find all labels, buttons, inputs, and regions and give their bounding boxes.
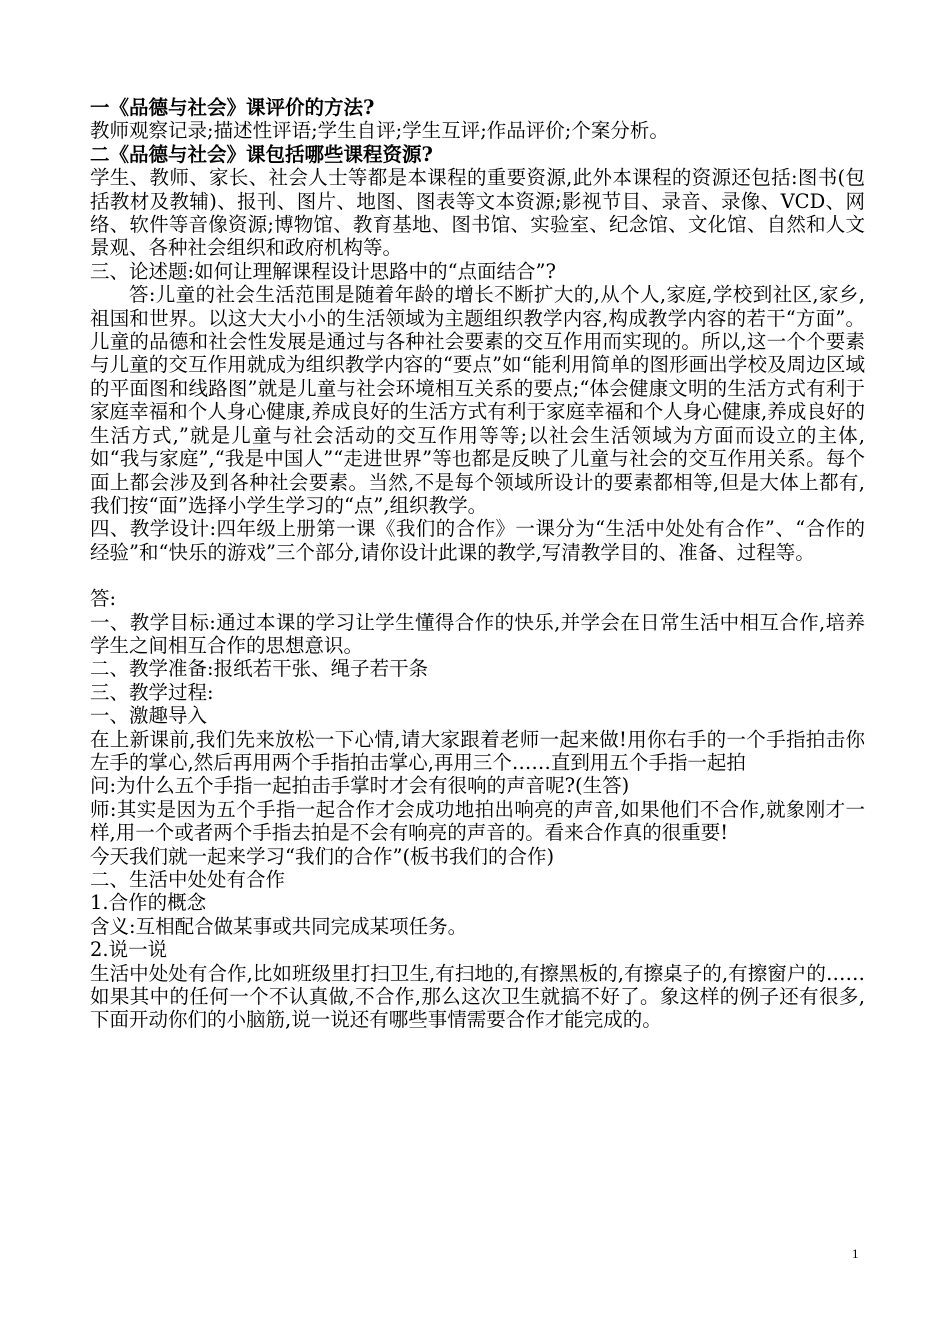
lesson-objective: 一、教学目标:通过本课的学习让学生懂得合作的快乐,并学会在日常生活中相互合作,培养学生之间相互合作的思想意识。 [90,610,865,657]
blank-line [90,564,865,587]
section-heading-3: 三、论述题:如何让理解课程设计思路中的“点面结合”? [90,259,556,283]
paragraph-evaluation-methods: 教师观察记录;描述性评语;学生自评;学生互评;作品评价;个案分析。 [90,119,669,143]
lesson-intro: 今天我们就一起来学习“我们的合作”(板书我们的合作) [90,844,555,868]
lesson-process-heading: 三、教学过程: [90,680,214,704]
paragraph-essay-answer: 答:儿童的社会生活范围是随着年龄的增长不断扩大的,从个人,家庭,学校到社区,家乡,祖国和世界。以这大大小小的生活领域为主题组织教学内容,构成教学内容的若干“方面”。儿童的品德和社会性发展是通过与各种社会要素的交互作用而实现的。所以,这一个个要素与儿童的交互作用就成为组织教学内容的“要点”如“能利用简单的图形画出学校及周边区域的平面图和线路图”就是儿童与社会环境相互关系的要点;“体会健康文明的生活方式有利于家庭幸福和个人身心健康,养成良好的生活方式有利于家庭幸福和个人身心健康,养成良好的生活方式,”就是儿童与社会活动的交互作用等等;以社会生活领域为方面而设立的主体,如“我与家庭”,“我是中国人”“走进世界”等也都是反映了儿童与社会的交互作用关系。每个面上都会涉及到各种社会要素。当然,不是每个领域所设计的要素都相等,但是大体上都有,我们按“面”选择小学生学习的“点”,组织教学。 [90,283,865,517]
warmup-instruction: 在上新课前,我们先来放松一下心情,请大家跟着老师一起来做!用你右手的一个手指拍击你左手的掌心,然后再用两个手指拍击掌心,再用三个……直到用五个手指一起拍 [90,727,865,774]
warmup-heading: 一、激趣导入 [90,704,208,728]
section-heading-1: 一《品德与社会》课评价的方法? [90,96,375,119]
concept-heading: 1.合作的概念 [90,891,207,915]
concept-definition: 含义:互相配合做某事或共同完成某项任务。 [90,914,468,938]
paragraph-course-resources: 学生、教师、家长、社会人士等都是本课程的重要资源,此外本课程的资源还包括:图书(包括教材及教辅)、报刊、图片、地图、图表等文本资源;影视节目、录音、录像、VCD、网络、软件等音像资源;博物馆、教育基地、图书馆、实验室、纪念馆、文化馆、自然和人文景观、各种社会组织和政府机构等。 [90,166,865,260]
page-number: 1 [852,1246,859,1261]
cooperation-heading: 二、生活中处处有合作 [90,868,286,891]
document-body [90,96,865,1032]
lesson-preparation: 二、教学准备:报纸若干张、绳子若干条 [90,657,429,681]
section-heading-4: 四、教学设计:四年级上册第一课《我们的合作》一课分为“生活中处处有合作”、“合作的经验”和“快乐的游戏”三个部分,请你设计此课的教学,写清教学目的、准备、过程等。 [90,517,865,564]
answer-label: 答: [90,587,117,611]
discussion-text: 生活中处处有合作,比如班级里打扫卫生,有扫地的,有擦黑板的,有擦桌子的,有擦窗户的……如果其中的任何一个不认真做,不合作,那么这次卫生就搞不好了。象这样的例子还有很多,下面开动你们的小脑筋,说一说还有哪些事情需要合作才能完成的。 [90,961,865,1032]
section-heading-2: 二《品德与社会》课包括哪些课程资源? [90,142,433,166]
warmup-question: 问:为什么五个手指一起拍击手掌时才会有很响的声音呢?(生答) [90,774,630,798]
teacher-explanation: 师:其实是因为五个手指一起合作才会成功地拍出响亮的声音,如果他们不合作,就象刚才一样,用一个或者两个手指去拍是不会有响亮的声音的。看来合作真的很重要! [90,797,865,845]
discussion-heading: 2.说一说 [90,938,168,962]
